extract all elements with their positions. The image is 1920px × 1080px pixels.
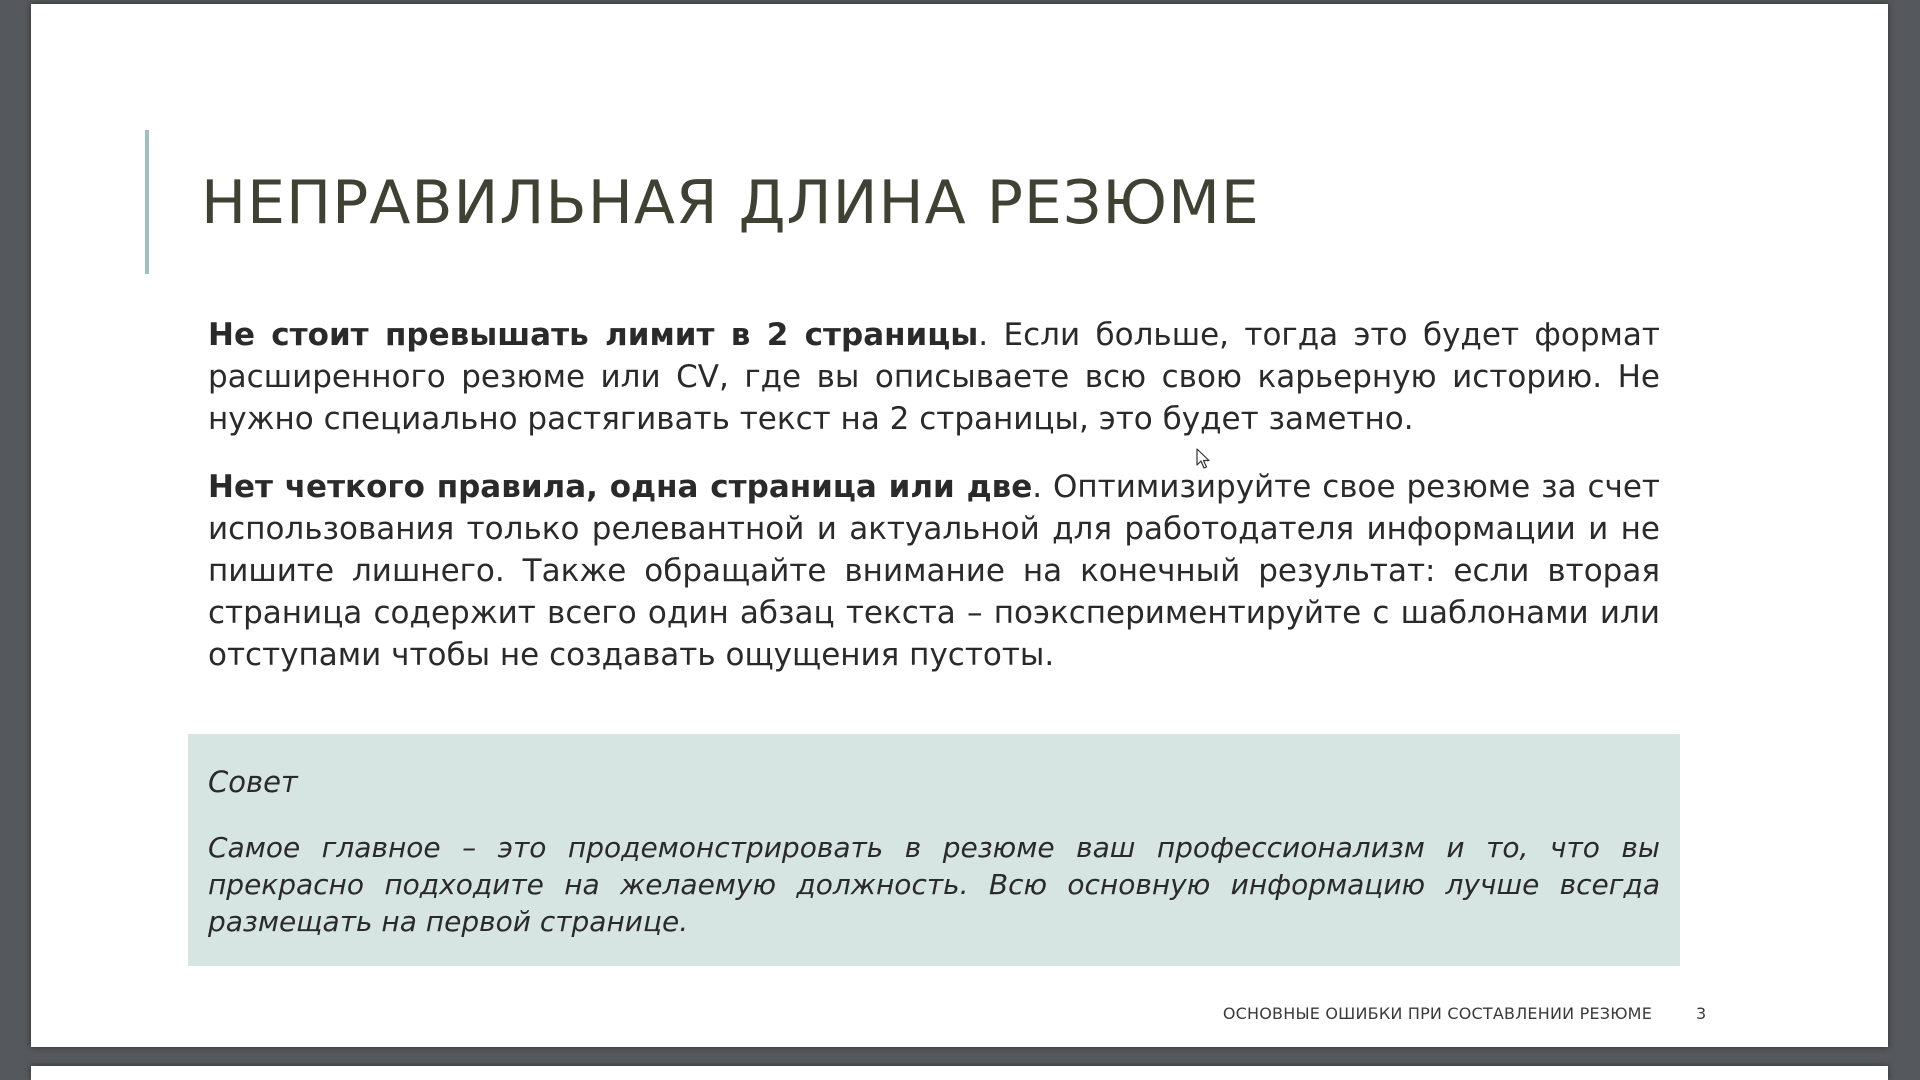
paragraph-1-bold: Не стоит превышать лимит в 2 страницы bbox=[208, 317, 979, 353]
paragraph-1 bbox=[208, 314, 1660, 440]
slide[interactable] bbox=[31, 4, 1888, 1047]
next-slide-preview[interactable] bbox=[31, 1066, 1888, 1080]
title-accent-bar bbox=[145, 130, 149, 274]
tip-box bbox=[188, 734, 1680, 966]
slide-body bbox=[208, 314, 1660, 702]
tip-text: Самое главное – это продемонстрировать в резюме ваш профессионализм и то, что вы прекрасно подходите на желаемую должность. Всю основную информацию лучше всегда размещать на первой странице. bbox=[208, 831, 1660, 938]
slide-title: НЕПРАВИЛЬНАЯ ДЛИНА РЕЗЮМЕ bbox=[201, 168, 1260, 238]
paragraph-2-text: . Оптимизируйте свое резюме за счет использования только релевантной и актуальной для работодателя информации и не пишите лишнего. Также обращайте внимание на конечный результат: если вторая страница содержит всего один абзац текста – поэкспериментируйте с шаблонами или отступами чтобы не создавать ощущения пустоты. bbox=[208, 469, 1660, 673]
tip-heading: Совет bbox=[208, 765, 298, 799]
paragraph-2-bold: Нет четкого правила, одна страница или две bbox=[208, 469, 1033, 505]
paragraph-2 bbox=[208, 466, 1660, 676]
paragraph-1-text: . Если больше, тогда это будет формат расширенного резюме или CV, где вы описываете всю свою карьерную историю. Не нужно специально растягивать текст на 2 страницы, это будет заметно. bbox=[208, 317, 1660, 437]
slide-number: 3 bbox=[1696, 1004, 1707, 1023]
footer-title: ОСНОВНЫЕ ОШИБКИ ПРИ СОСТАВЛЕНИИ РЕЗЮМЕ bbox=[1222, 1004, 1652, 1023]
mouse-pointer-icon bbox=[1196, 448, 1210, 470]
